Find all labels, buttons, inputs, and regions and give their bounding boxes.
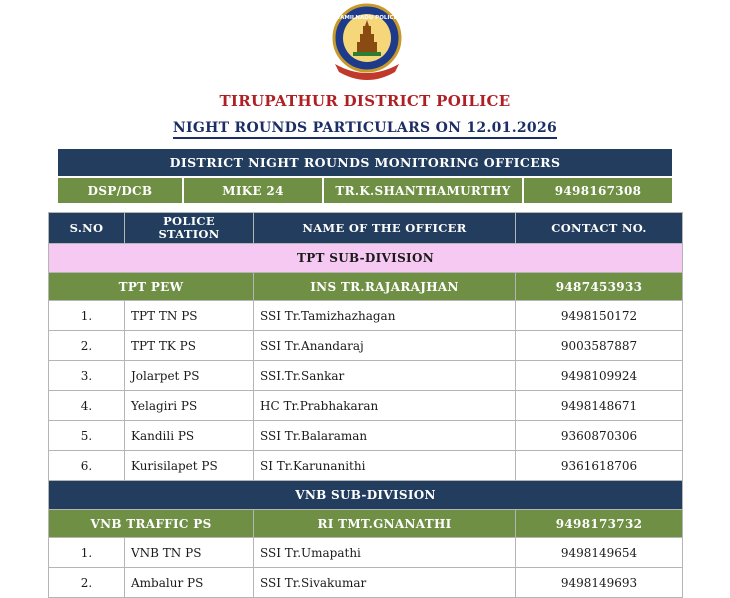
table-row: 1. VNB TN PS SSI Tr.Umapathi 9498149654 [49,538,683,568]
vnb-lead-row [49,510,683,538]
header-contact: CONTACT NO. [516,213,683,244]
night-rounds-table [48,212,683,598]
monitoring-designation: DSP/DCB [58,176,184,203]
district-title: TIRUPATHUR DISTRICT POILICE [219,92,511,110]
monitoring-contact: 9498167308 [524,176,672,203]
tpt-lead-row [49,273,683,301]
lead-officer: INS TR.RAJARAJHAN [254,273,516,301]
table-row: 3. Jolarpet PS SSI.Tr.Sankar 9498109924 [49,361,683,391]
table-row: 6. Kurisilapet PS SI Tr.Karunanithi 9361618706 [49,451,683,481]
table-row: 5. Kandili PS SSI Tr.Balaraman 9360870306 [49,421,683,451]
table-header [49,213,683,244]
table-row: 4. Yelagiri PS HC Tr.Prabhakaran 9498148671 [49,391,683,421]
lead-officer: RI TMT.GNANATHI [254,510,516,538]
tamilnadu-police-emblem [327,2,407,84]
monitoring-officer-name: TR.K.SHANTHAMURTHY [324,176,524,203]
table-row: 1. TPT TN PS SSI Tr.Tamizhazhagan 9498150172 [49,301,683,331]
emblem-text: TAMILNADU POLICE [336,15,398,21]
lead-unit: TPT PEW [49,273,254,301]
monitoring-callsign: MIKE 24 [184,176,324,203]
lead-contact: 9498173732 [516,510,683,538]
lead-contact: 9487453933 [516,273,683,301]
tpt-subdivision-heading: TPT SUB-DIVISION [49,244,683,273]
monitoring-officers-panel [58,149,672,203]
table-row: 2. TPT TK PS SSI Tr.Anandaraj 9003587887 [49,331,683,361]
header-sno: S.NO [49,213,125,244]
monitoring-heading: DISTRICT NIGHT ROUNDS MONITORING OFFICERS [58,149,672,176]
monitoring-row [58,176,672,203]
header-officer-name: NAME OF THE OFFICER [254,213,516,244]
header-police-station: POLICE STATION [125,213,254,244]
report-subtitle: NIGHT ROUNDS PARTICULARS ON 12.01.2026 [0,120,730,136]
vnb-subdivision-heading: VNB SUB-DIVISION [49,481,683,510]
lead-unit: VNB TRAFFIC PS [49,510,254,538]
table-row: 2. Ambalur PS SSI Tr.Sivakumar 9498149693 [49,568,683,598]
